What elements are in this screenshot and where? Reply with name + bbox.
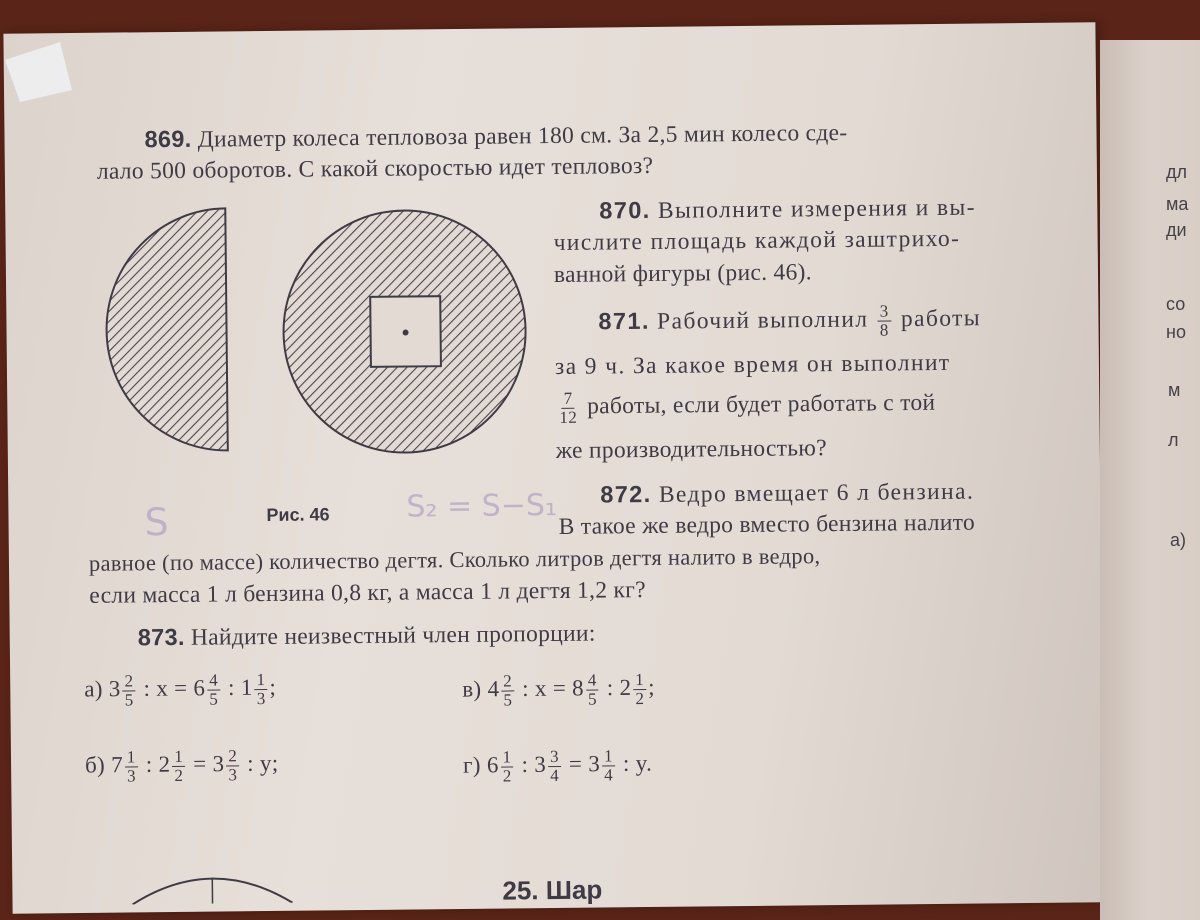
problem-871-number: 871. [598, 308, 650, 335]
half-circle-shape [105, 208, 227, 451]
proportion-v: в) 4 $\frac{2}{5}$ : x = 8 $\frac{4}{5}$ : 2 $\frac{1}{2}$ ; [462, 671, 655, 710]
facing-fragment-1: дл [1166, 162, 1187, 183]
problem-869-line2: лало 500 оборотов. С какой скоростью идет тепловоз? [97, 155, 654, 184]
problem-872-line3: равное (по массе) количество дегтя. Сколько литров дегтя налито в ведро, [89, 545, 821, 575]
problem-872-number: 872. [600, 481, 652, 508]
problem-870-line1: 870. Выполните измерения и вы- [599, 196, 976, 224]
problem-871-line3: $\frac{7}{12}$ работы, если будет работать с той [555, 386, 935, 427]
problem-872-line1: 872. Ведро вмещает 6 л бензина. [600, 480, 974, 508]
textbook-page [3, 22, 1104, 913]
facing-fragment-5: но [1166, 322, 1186, 343]
problem-869-line1: 869. Диаметр колеса тепловоза равен 180 см. За 2,5 мин колесо сде- [144, 121, 847, 153]
facing-fragment-4: со [1166, 294, 1185, 315]
problem-871-line4: же производительностью? [556, 437, 827, 463]
facing-fragment-7: л [1168, 430, 1179, 451]
proportion-b: б) 7 $\frac{1}{3}$ : 2 $\frac{1}{2}$ = 3 $\frac{2}{3}$ : y; [85, 747, 279, 786]
fraction-3-8: $\frac{3}{8}$ [878, 302, 892, 339]
problem-872-line2: В такое же ведро вместо бензина налито [559, 512, 976, 540]
problem-870-line3: ванной фигуры (рис. 46). [554, 261, 812, 287]
facing-fragment-2: ма [1166, 194, 1188, 215]
problem-871-line1: 871. Рабочий выполнил $\frac{3}{8}$ работы [598, 302, 981, 343]
problem-873-heading: 873. Найдите неизвестный член пропорции: [138, 622, 596, 651]
problem-873-number: 873. [138, 624, 185, 650]
facing-fragment-6: м [1168, 380, 1180, 401]
problem-870-line2: числите площадь каждой заштрихо- [554, 228, 961, 256]
pencil-note-left: S [144, 500, 169, 544]
facing-fragment-8: а) [1170, 530, 1186, 551]
facing-fragment-3: ди [1166, 220, 1187, 241]
facing-page [1100, 40, 1200, 920]
problem-871-line2: за 9 ч. За какое время он выполнит [555, 352, 951, 380]
sphere-drawing-partial [122, 863, 302, 905]
proportion-a: а) 3 $\frac{2}{5}$ : x = 6 $\frac{4}{5}$ : 1 $\frac{1}{3}$ ; [84, 671, 276, 710]
pencil-note-right: S₂ = S−S₁ [406, 488, 557, 525]
fraction-7-12: $\frac{7}{12}$ [557, 390, 579, 427]
problem-870-number: 870. [599, 197, 651, 224]
figure-caption: Рис. 46 [266, 504, 329, 526]
paper-scrap [0, 40, 80, 110]
proportion-g: г) 6 $\frac{1}{2}$ : 3 $\frac{3}{4}$ = 3 $\frac{1}{4}$ : y. [463, 747, 652, 786]
figure-46 [85, 200, 528, 465]
problem-869-number: 869. [144, 126, 191, 152]
problem-872-line4: если масса 1 л бензина 0,8 кг, а масса 1 л дегтя 1,2 кг? [89, 579, 646, 608]
section-title: 25. Шар [502, 875, 602, 907]
